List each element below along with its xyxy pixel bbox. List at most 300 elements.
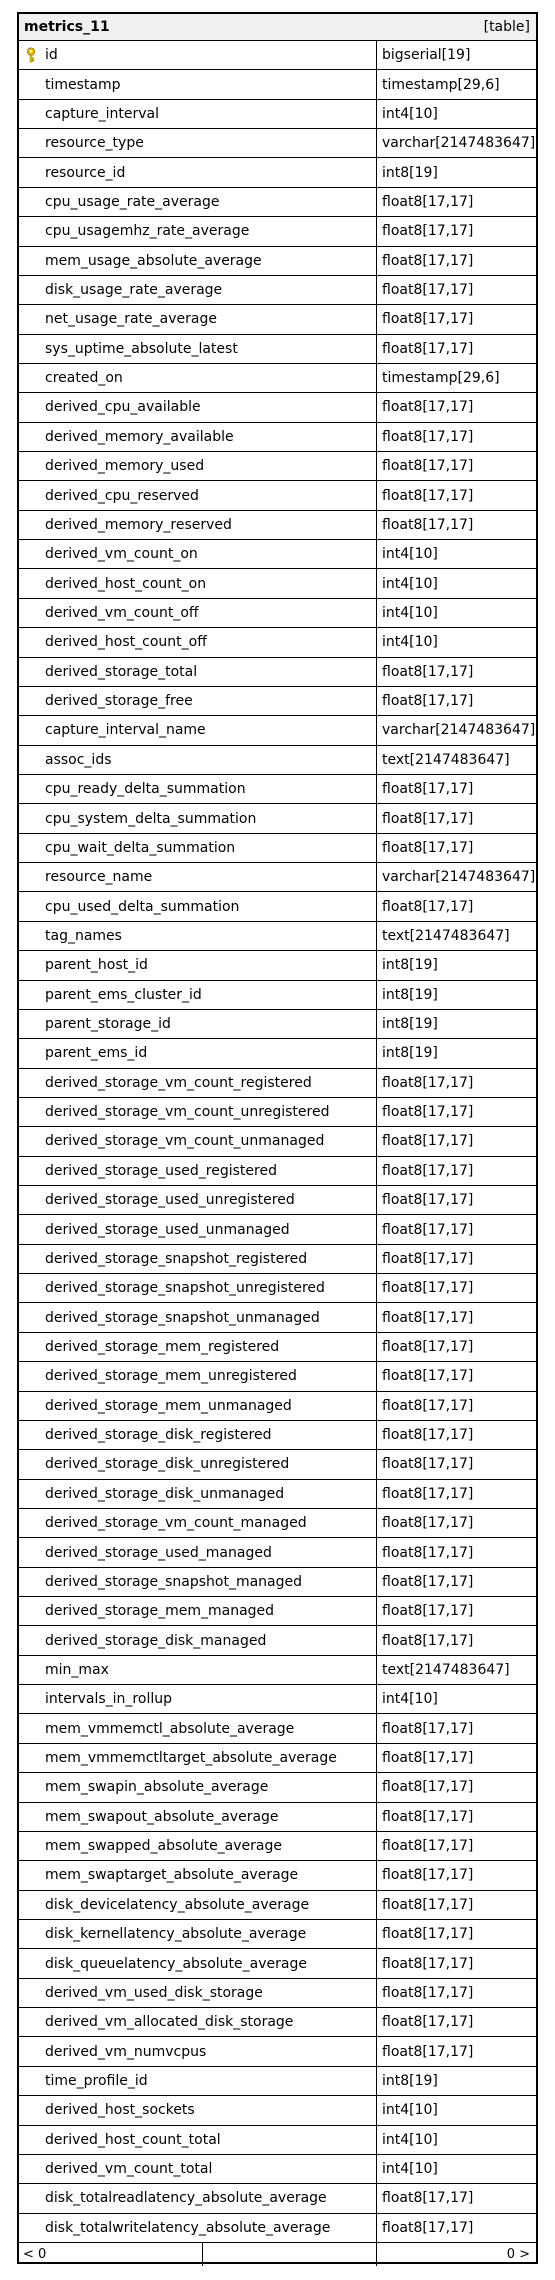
- column-row[interactable]: [19, 2126, 536, 2155]
- column-type: float8[17,17]: [382, 1192, 474, 1209]
- column-name: disk_totalwritelatency_absolute_average: [45, 2219, 331, 2236]
- column-name-cell: [19, 511, 377, 539]
- column-row[interactable]: [19, 1509, 536, 1538]
- column-name-cell: [19, 1626, 377, 1654]
- column-type: float8[17,17]: [382, 1779, 474, 1796]
- column-row[interactable]: [19, 1450, 536, 1479]
- column-row[interactable]: [19, 628, 536, 657]
- column-name-cell: [19, 423, 377, 451]
- column-name: derived_storage_disk_unregistered: [45, 1456, 290, 1473]
- column-name: derived_memory_available: [45, 428, 234, 445]
- column-name-cell: [19, 217, 377, 245]
- column-row[interactable]: [19, 1685, 536, 1714]
- column-type: float8[17,17]: [382, 1573, 474, 1590]
- column-name-cell: [19, 1538, 377, 1566]
- column-type: timestamp[29,6]: [382, 370, 500, 387]
- column-row[interactable]: [19, 2155, 536, 2184]
- column-name: derived_storage_vm_count_registered: [45, 1074, 312, 1091]
- column-name: derived_storage_used_registered: [45, 1162, 277, 1179]
- column-name-cell: [19, 1656, 377, 1684]
- column-type: float8[17,17]: [382, 1162, 474, 1179]
- column-name-cell: [19, 1362, 377, 1390]
- column-type: varchar[2147483647]: [382, 869, 536, 886]
- column-type: float8[17,17]: [382, 1397, 474, 1414]
- column-name-cell: [19, 188, 377, 216]
- column-name: cpu_wait_delta_summation: [45, 839, 236, 856]
- column-row[interactable]: [19, 1215, 536, 1244]
- column-name: capture_interval: [45, 105, 159, 122]
- column-type: int8[19]: [382, 1016, 438, 1033]
- column-row[interactable]: [19, 1010, 536, 1039]
- column-name: mem_swapped_absolute_average: [45, 1838, 282, 1855]
- column-row[interactable]: [19, 951, 536, 980]
- column-name-cell: [19, 1392, 377, 1420]
- column-name: parent_storage_id: [45, 1016, 171, 1033]
- column-row[interactable]: [19, 393, 536, 422]
- column-name: derived_vm_numvcpus: [45, 2043, 207, 2060]
- column-name: derived_storage_snapshot_managed: [45, 1573, 303, 1590]
- column-name-cell: [19, 364, 377, 392]
- column-type: varchar[2147483647]: [382, 722, 536, 739]
- column-name: derived_storage_mem_managed: [45, 1603, 275, 1620]
- column-name: timestamp: [45, 76, 121, 93]
- column-name: disk_kernellatency_absolute_average: [45, 1926, 307, 1943]
- footer-prev[interactable]: < 0: [19, 2243, 203, 2266]
- column-type: int4[10]: [382, 105, 438, 122]
- column-name-cell: [19, 335, 377, 363]
- column-row[interactable]: [19, 188, 536, 217]
- column-type: float8[17,17]: [382, 1309, 474, 1326]
- column-name: cpu_ready_delta_summation: [45, 781, 246, 798]
- column-type: timestamp[29,6]: [382, 76, 500, 93]
- column-name-cell: [19, 922, 377, 950]
- column-row[interactable]: [19, 775, 536, 804]
- column-row[interactable]: [19, 129, 536, 158]
- column-row[interactable]: [19, 2037, 536, 2066]
- column-name-cell: [19, 2008, 377, 2036]
- column-name-cell: [19, 1450, 377, 1478]
- column-name: derived_storage_disk_registered: [45, 1427, 272, 1444]
- column-name-cell: [19, 2184, 377, 2212]
- column-type: float8[17,17]: [382, 1838, 474, 1855]
- column-row[interactable]: [19, 1538, 536, 1567]
- column-name: parent_ems_cluster_id: [45, 986, 202, 1003]
- column-type: float8[17,17]: [382, 193, 474, 210]
- column-row[interactable]: [19, 364, 536, 393]
- column-name-cell: [19, 1186, 377, 1214]
- column-type: float8[17,17]: [382, 340, 474, 357]
- column-row[interactable]: [19, 1773, 536, 1802]
- column-type: float8[17,17]: [382, 663, 474, 680]
- column-name-cell: [19, 834, 377, 862]
- column-type: float8[17,17]: [382, 1720, 474, 1737]
- column-row[interactable]: [19, 1949, 536, 1978]
- column-name: derived_memory_reserved: [45, 516, 232, 533]
- column-row[interactable]: [19, 276, 536, 305]
- column-name: derived_storage_disk_unmanaged: [45, 1485, 285, 1502]
- column-name: capture_interval_name: [45, 722, 206, 739]
- column-type: float8[17,17]: [382, 898, 474, 915]
- column-type: float8[17,17]: [382, 2190, 474, 2207]
- column-type: float8[17,17]: [382, 1515, 474, 1532]
- column-row[interactable]: [19, 452, 536, 481]
- column-name: disk_totalreadlatency_absolute_average: [45, 2190, 327, 2207]
- column-type: varchar[2147483647]: [382, 135, 536, 152]
- column-name-cell: [19, 1215, 377, 1243]
- column-type: int4[10]: [382, 546, 438, 563]
- column-type: float8[17,17]: [382, 1250, 474, 1267]
- column-name: disk_usage_rate_average: [45, 282, 223, 299]
- column-row[interactable]: [19, 658, 536, 687]
- column-name: mem_swapout_absolute_average: [45, 1808, 279, 1825]
- column-name-cell: [19, 2214, 377, 2242]
- column-row[interactable]: [19, 746, 536, 775]
- column-name-cell: [19, 599, 377, 627]
- column-type: float8[17,17]: [382, 311, 474, 328]
- column-row[interactable]: [19, 70, 536, 99]
- column-row[interactable]: [19, 804, 536, 833]
- column-row[interactable]: [19, 599, 536, 628]
- column-name: resource_name: [45, 869, 153, 886]
- table-title: metrics_11: [24, 19, 110, 35]
- table-kind-label: [table]: [483, 19, 530, 35]
- column-name-cell: [19, 863, 377, 891]
- column-type: float8[17,17]: [382, 1074, 474, 1091]
- column-name: derived_storage_vm_count_managed: [45, 1515, 307, 1532]
- column-row[interactable]: [19, 1098, 536, 1127]
- column-name-cell: [19, 1069, 377, 1097]
- column-name: derived_storage_free: [45, 693, 193, 710]
- column-name-cell: [19, 1832, 377, 1860]
- column-name: derived_storage_used_unregistered: [45, 1192, 295, 1209]
- column-name: parent_ems_id: [45, 1045, 148, 1062]
- column-row[interactable]: [19, 1480, 536, 1509]
- column-name-cell: [19, 628, 377, 656]
- column-name: cpu_system_delta_summation: [45, 810, 257, 827]
- column-type: text[2147483647]: [382, 751, 510, 768]
- column-type: text[2147483647]: [382, 927, 510, 944]
- column-row[interactable]: [19, 1362, 536, 1391]
- column-name-cell: [19, 1303, 377, 1331]
- column-name: parent_host_id: [45, 957, 148, 974]
- column-name-cell: [19, 1949, 377, 1977]
- column-name-cell: [19, 1861, 377, 1889]
- column-row[interactable]: [19, 1803, 536, 1832]
- column-type: float8[17,17]: [382, 428, 474, 445]
- column-name: min_max: [45, 1661, 109, 1678]
- column-name: derived_memory_used: [45, 458, 205, 475]
- column-name: created_on: [45, 370, 123, 387]
- column-type: float8[17,17]: [382, 1603, 474, 1620]
- column-row[interactable]: [19, 481, 536, 510]
- column-row[interactable]: [19, 2184, 536, 2213]
- column-type: float8[17,17]: [382, 839, 474, 856]
- column-row[interactable]: [19, 540, 536, 569]
- column-name: derived_cpu_reserved: [45, 487, 199, 504]
- column-name-cell: [19, 1803, 377, 1831]
- column-row[interactable]: [19, 1656, 536, 1685]
- column-name-cell: [19, 41, 377, 69]
- column-row[interactable]: [19, 2008, 536, 2037]
- column-type: float8[17,17]: [382, 1456, 474, 1473]
- column-name: assoc_ids: [45, 751, 112, 768]
- column-name-cell: [19, 1773, 377, 1801]
- column-row[interactable]: [19, 2096, 536, 2125]
- column-name-cell: [19, 305, 377, 333]
- column-name: derived_host_count_total: [45, 2131, 221, 2148]
- column-name: mem_vmmemctl_absolute_average: [45, 1720, 295, 1737]
- column-name-cell: [19, 1039, 377, 1067]
- column-row[interactable]: [19, 922, 536, 951]
- column-name: derived_cpu_available: [45, 399, 201, 416]
- column-row[interactable]: [19, 1714, 536, 1743]
- column-type: float8[17,17]: [382, 1955, 474, 1972]
- column-row[interactable]: [19, 569, 536, 598]
- column-type: int4[10]: [382, 2161, 438, 2178]
- column-type: float8[17,17]: [382, 693, 474, 710]
- column-name-cell: [19, 70, 377, 98]
- column-type: float8[17,17]: [382, 399, 474, 416]
- column-name: derived_vm_allocated_disk_storage: [45, 2014, 294, 2031]
- column-name: derived_storage_vm_count_unregistered: [45, 1104, 330, 1121]
- column-type: float8[17,17]: [382, 1544, 474, 1561]
- column-name: derived_host_sockets: [45, 2102, 195, 2119]
- column-name: derived_vm_used_disk_storage: [45, 1984, 263, 2001]
- column-name: derived_vm_count_total: [45, 2161, 213, 2178]
- column-name: id: [45, 47, 58, 64]
- column-name-cell: [19, 452, 377, 480]
- column-row[interactable]: [19, 1069, 536, 1098]
- column-type: float8[17,17]: [382, 1485, 474, 1502]
- column-type: bigserial[19]: [382, 47, 471, 64]
- column-name: time_profile_id: [45, 2072, 148, 2089]
- column-type: int4[10]: [382, 634, 438, 651]
- column-name: derived_storage_snapshot_unmanaged: [45, 1309, 320, 1326]
- column-name-cell: [19, 1098, 377, 1126]
- column-type: float8[17,17]: [382, 1750, 474, 1767]
- column-row[interactable]: [19, 2067, 536, 2096]
- column-name-cell: [19, 1509, 377, 1537]
- column-type: float8[17,17]: [382, 2014, 474, 2031]
- column-name: derived_storage_snapshot_unregistered: [45, 1280, 325, 1297]
- column-name-cell: [19, 540, 377, 568]
- column-name-cell: [19, 1480, 377, 1508]
- column-name-cell: [19, 1714, 377, 1742]
- column-row[interactable]: [19, 423, 536, 452]
- column-row[interactable]: [19, 100, 536, 129]
- column-name-cell: [19, 247, 377, 275]
- column-type: int4[10]: [382, 605, 438, 621]
- column-row[interactable]: [19, 834, 536, 863]
- footer-next[interactable]: 0 >: [506, 2246, 530, 2262]
- column-row[interactable]: [19, 1626, 536, 1655]
- column-type: float8[17,17]: [382, 2043, 474, 2060]
- column-type: float8[17,17]: [382, 1338, 474, 1355]
- column-type: int8[19]: [382, 1045, 438, 1062]
- column-type: float8[17,17]: [382, 282, 474, 299]
- column-name-cell: [19, 1979, 377, 2007]
- column-name: derived_storage_total: [45, 663, 198, 680]
- column-row[interactable]: [19, 1979, 536, 2008]
- column-name-cell: [19, 1920, 377, 1948]
- column-name: derived_storage_mem_unregistered: [45, 1368, 297, 1385]
- column-name-cell: [19, 2096, 377, 2124]
- column-type: float8[17,17]: [382, 810, 474, 827]
- column-name: mem_vmmemctltarget_absolute_average: [45, 1750, 337, 1767]
- column-name-cell: [19, 1421, 377, 1449]
- column-row[interactable]: [19, 1568, 536, 1597]
- column-type: float8[17,17]: [382, 1926, 474, 1943]
- column-name-cell: [19, 129, 377, 157]
- column-row[interactable]: [19, 1274, 536, 1303]
- column-name-cell: [19, 569, 377, 597]
- column-type: float8[17,17]: [382, 516, 474, 533]
- column-type: int8[19]: [382, 2072, 438, 2089]
- column-row[interactable]: [19, 687, 536, 716]
- column-name: derived_vm_count_off: [45, 605, 199, 621]
- column-name: intervals_in_rollup: [45, 1691, 172, 1708]
- column-row[interactable]: [19, 1157, 536, 1186]
- column-type: int4[10]: [382, 575, 438, 592]
- column-row[interactable]: [19, 1186, 536, 1215]
- column-name-cell: [19, 2037, 377, 2065]
- column-name-cell: [19, 2067, 377, 2095]
- column-name: mem_swaptarget_absolute_average: [45, 1867, 299, 1884]
- column-type: int8[19]: [382, 986, 438, 1003]
- column-name-cell: [19, 1597, 377, 1625]
- column-name: derived_storage_mem_registered: [45, 1338, 280, 1355]
- column-name: net_usage_rate_average: [45, 311, 217, 328]
- column-name: derived_storage_disk_managed: [45, 1632, 267, 1649]
- column-type: float8[17,17]: [382, 1368, 474, 1385]
- column-row[interactable]: [19, 1392, 536, 1421]
- column-row[interactable]: [19, 217, 536, 246]
- column-type: float8[17,17]: [382, 781, 474, 798]
- column-name: derived_host_count_off: [45, 634, 207, 651]
- column-name: derived_host_count_on: [45, 575, 207, 592]
- column-row[interactable]: [19, 1597, 536, 1626]
- column-row[interactable]: [19, 1039, 536, 1068]
- column-type: float8[17,17]: [382, 1133, 474, 1150]
- column-type: text[2147483647]: [382, 1661, 510, 1678]
- column-name-cell: [19, 716, 377, 744]
- column-type: float8[17,17]: [382, 1632, 474, 1649]
- table-footer: [19, 2243, 536, 2266]
- column-type: float8[17,17]: [382, 1280, 474, 1297]
- table-header[interactable]: [19, 14, 536, 41]
- column-name: derived_storage_used_unmanaged: [45, 1221, 290, 1238]
- column-name-cell: [19, 1010, 377, 1038]
- column-type: float8[17,17]: [382, 1104, 474, 1121]
- column-row[interactable]: [19, 1333, 536, 1362]
- column-row[interactable]: [19, 511, 536, 540]
- column-name: derived_storage_snapshot_registered: [45, 1250, 308, 1267]
- column-row[interactable]: [19, 1421, 536, 1450]
- column-row[interactable]: [19, 158, 536, 187]
- column-type: float8[17,17]: [382, 1808, 474, 1825]
- column-name-cell: [19, 804, 377, 832]
- column-row[interactable]: [19, 1245, 536, 1274]
- column-name-cell: [19, 892, 377, 920]
- column-type: float8[17,17]: [382, 487, 474, 504]
- column-name-cell: [19, 2155, 377, 2183]
- column-name: derived_storage_vm_count_unmanaged: [45, 1133, 325, 1150]
- column-type: int4[10]: [382, 2131, 438, 2148]
- column-name: derived_storage_used_managed: [45, 1544, 272, 1561]
- column-name: mem_swapin_absolute_average: [45, 1779, 269, 1796]
- column-type: float8[17,17]: [382, 223, 474, 240]
- footer-middle: [203, 2243, 377, 2266]
- column-name-cell: [19, 100, 377, 128]
- column-type: float8[17,17]: [382, 252, 474, 269]
- key-icon: [25, 47, 37, 63]
- column-type: int4[10]: [382, 1691, 438, 1708]
- column-row[interactable]: [19, 1744, 536, 1773]
- column-name-cell: [19, 393, 377, 421]
- column-name: resource_id: [45, 164, 126, 181]
- table-entity: [17, 12, 538, 2264]
- column-name-cell: [19, 1744, 377, 1772]
- column-name-cell: [19, 1274, 377, 1302]
- column-type: float8[17,17]: [382, 1427, 474, 1444]
- column-row[interactable]: [19, 1861, 536, 1890]
- column-name-cell: [19, 775, 377, 803]
- column-type: float8[17,17]: [382, 2219, 474, 2236]
- column-name: resource_type: [45, 135, 144, 152]
- column-row[interactable]: [19, 2214, 536, 2243]
- column-name-cell: [19, 1245, 377, 1273]
- column-name-cell: [19, 1127, 377, 1155]
- column-row[interactable]: [19, 1891, 536, 1920]
- column-name-cell: [19, 981, 377, 1009]
- column-type: int8[19]: [382, 957, 438, 974]
- column-name: derived_vm_count_on: [45, 546, 198, 563]
- column-row[interactable]: [19, 1127, 536, 1156]
- column-name: cpu_used_delta_summation: [45, 898, 240, 915]
- column-row[interactable]: [19, 305, 536, 334]
- column-type: float8[17,17]: [382, 458, 474, 475]
- column-name-cell: [19, 1157, 377, 1185]
- column-row[interactable]: [19, 335, 536, 364]
- column-row[interactable]: [19, 1303, 536, 1332]
- column-row[interactable]: [19, 981, 536, 1010]
- column-name-cell: [19, 658, 377, 686]
- column-name-cell: [19, 2126, 377, 2154]
- column-type: float8[17,17]: [382, 1984, 474, 2001]
- column-type: float8[17,17]: [382, 1221, 474, 1238]
- column-type: float8[17,17]: [382, 1867, 474, 1884]
- column-name: derived_storage_mem_unmanaged: [45, 1397, 292, 1414]
- column-row[interactable]: [19, 247, 536, 276]
- column-row[interactable]: [19, 1920, 536, 1949]
- column-name-cell: [19, 158, 377, 186]
- column-list: [19, 41, 536, 2243]
- column-name-cell: [19, 746, 377, 774]
- column-name: cpu_usage_rate_average: [45, 193, 220, 210]
- column-name: mem_usage_absolute_average: [45, 252, 262, 269]
- column-row[interactable]: [19, 716, 536, 745]
- column-name-cell: [19, 481, 377, 509]
- column-name: cpu_usagemhz_rate_average: [45, 223, 250, 240]
- column-row[interactable]: [19, 863, 536, 892]
- column-row[interactable]: [19, 41, 536, 70]
- column-name-cell: [19, 1568, 377, 1596]
- column-name-cell: [19, 1891, 377, 1919]
- column-name: tag_names: [45, 927, 122, 944]
- column-row[interactable]: [19, 1832, 536, 1861]
- column-row[interactable]: [19, 892, 536, 921]
- column-name-cell: [19, 1333, 377, 1361]
